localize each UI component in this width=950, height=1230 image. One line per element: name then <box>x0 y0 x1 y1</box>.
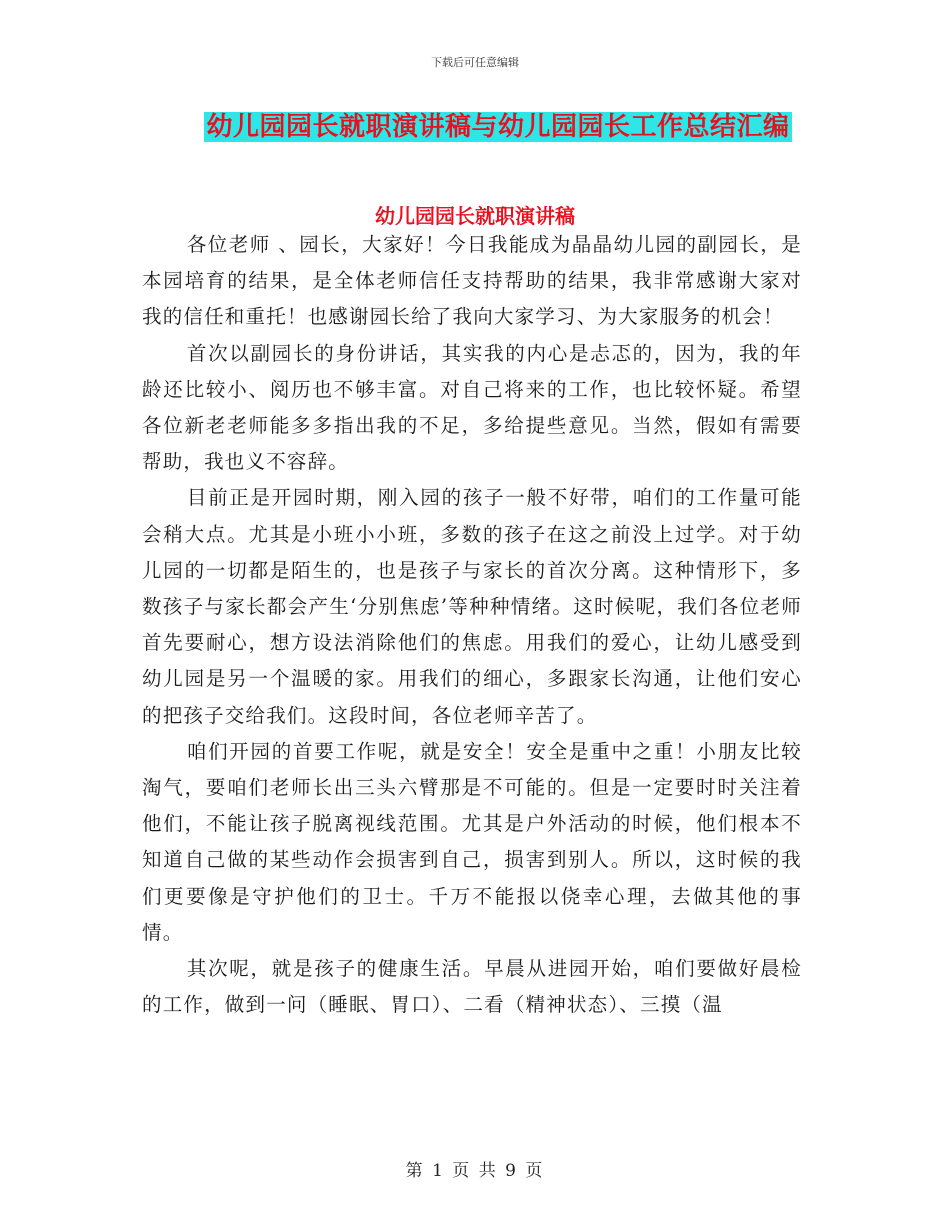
header-note: 下载后可任意编辑 <box>431 56 519 69</box>
section-title: 幼儿园园长就职演讲稿 <box>375 204 575 228</box>
document-title: 幼儿园园长就职演讲稿与幼儿园园长工作总结汇编 <box>206 112 790 142</box>
page-footer: 第 1 页 共 9 页 <box>405 1161 545 1181</box>
body-text <box>142 227 802 1023</box>
document-title-container <box>0 112 950 142</box>
paragraph: 咱们开园的首要工作呢，就是安全！安全是重中之重！小朋友比较淘气，要咱们老师长出三头六臂那是不可能的。但是一定要时时关注着他们，不能让孩子脱离视线范围。尤其是户外活动的时候，他们根本不知道自己做的某些动作会损害到自己，损害到别人。所以，这时候的我们更要像是守护他们的卫士。千万不能报以侥幸心理，去做其他的事情。 <box>142 739 802 944</box>
paragraph: 首次以副园长的身份讲话，其实我的内心是忐忑的，因为，我的年龄还比较小、阅历也不够丰富。对自己将来的工作，也比较怀疑。希望各位新老老师能多多指出我的不足，多给提些意见。当然，假如有需要帮助，我也义不容辞。 <box>142 341 802 474</box>
paragraph: 各位老师 、园长，大家好！今日我能成为晶晶幼儿园的副园长，是本园培育的结果，是全体老师信任支持帮助的结果，我非常感谢大家对我的信任和重托！也感谢园长给了我向大家学习、为大家服务的机会！ <box>142 233 802 329</box>
paragraph: 其次呢，就是孩子的健康生活。早晨从进园开始，咱们要做好晨检的工作，做到一问（睡眠、胃口）、二看（精神状态）、三摸（温 <box>142 957 802 1017</box>
paragraph: 目前正是开园时期，刚入园的孩子一般不好带，咱们的工作量可能会稍大点。尤其是小班小小班，多数的孩子在这之前没上过学。对于幼儿园的一切都是陌生的，也是孩子与家长的首次分离。这种情形下，多数孩子与家长都会产生‘分别焦虑’等种种情绪。这时候呢，我们各位老师首先要耐心，想方设法消除他们的焦虑。用我们的爱心，让幼儿感受到幼儿园是另一个温暖的家。用我们的细心，多跟家长沟通，让他们安心的把孩子交给我们。这段时间，各位老师辛苦了。 <box>142 486 802 727</box>
